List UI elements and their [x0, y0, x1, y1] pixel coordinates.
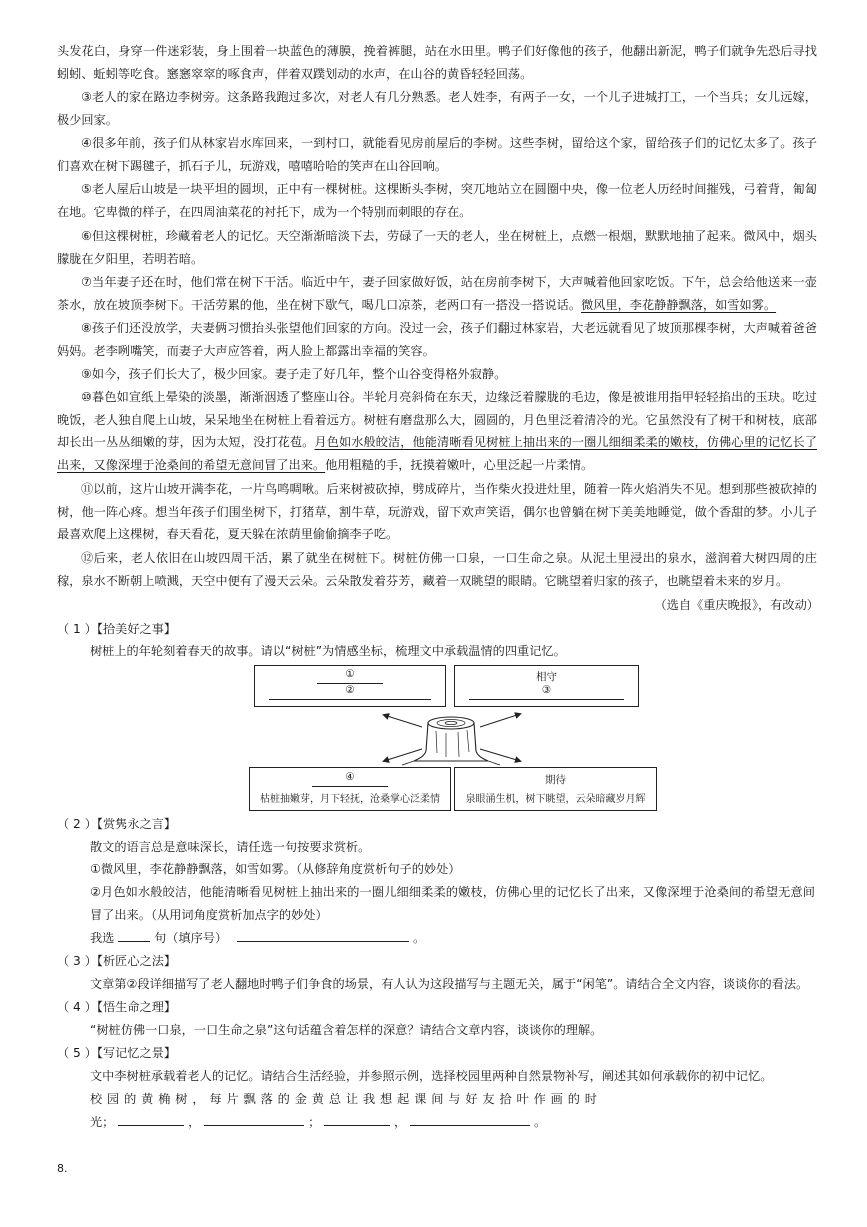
memory-box-4-bottom: 泉眼涌生机，树下眺望，云朵暗藏岁月辉 — [465, 794, 646, 805]
memory-box-1 — [254, 665, 446, 707]
q3-label: （ 3 ）【析匠心之法】 — [57, 954, 177, 968]
q3-text: 文章第②段详细描写了老人翻地时鸭子们争食的场景，有人认为这段描写与主题无关，属于“闲笔”。请结合全文内容，谈谈你的看法。 — [90, 977, 809, 991]
paragraph-10-end: 他用粗糙的手，抚摸着嫩叶，心里泛起一片柔情。 — [325, 457, 594, 472]
memory-box-1-bottom: ② — [345, 684, 355, 696]
q5-blank-2[interactable] — [204, 1111, 304, 1126]
q5-blank-1[interactable] — [118, 1111, 184, 1126]
memory-box-3-top: ④ — [345, 771, 355, 783]
q2-answer-prefix: 我选 — [90, 931, 115, 945]
q5-line-start: 光； — [90, 1115, 115, 1129]
arrow-down-right — [480, 749, 520, 761]
q5-separator-2: ； — [308, 1115, 321, 1129]
memory-box-1-blank-2[interactable] — [269, 699, 431, 700]
page-number: 8. — [57, 1162, 68, 1175]
q5-text: 文中李树桩承载着老人的记忆。请结合生活经验，并参照示例，选择校园里两种自然景物补写，阐述其如何承载你的初中记忆。 — [90, 1069, 773, 1083]
paragraph-7-text: ⑦当年妻子还在时，他们常在树下干活。临近中午，妻子回家做好饭，站在房前李树下，大声喊着他回家吃饭。下午，总会给他送来一壶茶水，放在坡顶李树下。干活劳累的他，坐在树下歇气，喝几口凉茶，老两口有一搭没一搭说话。 — [57, 275, 817, 312]
q2-label: （ 2 ）【赏隽永之言】 — [57, 817, 177, 831]
paragraph-4: ④很多年前，孩子们从林家岩水库回来，一到村口，就能看见房前屋后的李树。这些李树，留给这个家，留给孩子们的记忆太多了。孩子们喜欢在树下踢毽子，抓石子儿，玩游戏，嘻嘻哈哈的笑声在山谷回响。 — [57, 136, 817, 173]
paragraph-7 — [57, 271, 817, 316]
q5-blank-4[interactable] — [410, 1111, 530, 1126]
q1-text: 树桩上的年轮刻着春天的故事。请以“树桩”为情感坐标，梳理文中承载温情的四重记忆。 — [90, 644, 566, 658]
source-citation: （选自《重庆晚报》，有改动） — [654, 598, 819, 612]
q2-text: 散文的语言总是意味深长，请任选一句按要求赏析。 — [90, 840, 371, 854]
memory-box-4-top: 期待 — [545, 774, 566, 786]
paragraph-11: ⑪以前，这片山坡开满李花，一片鸟鸣啁啾。后来树被砍掉，劈成碎片，当作柴火投进灶里，随着一阵火焰消失不见。想到那些被砍掉的树，他一阵心疼。想当年孩子们围坐树下，打猪草，割牛草，玩游戏，留下欢声笑语，偶尔也曾躺在树下美美地睡觉，做个香甜的梦。小儿子最喜欢爬上这棵树，春天看花，夏天躲在浓荫里偷偷摘李子吃。 — [57, 482, 817, 542]
q5-answer-line — [90, 1111, 815, 1134]
paragraph-3: ③老人的家在路边李树旁。这条路我跑过多次，对老人有几分熟悉。老人姓李，有两子一女，一个儿子进城打工，一个当兵；女儿远嫁，极少回家。 — [57, 90, 817, 127]
q1-label: （ 1 ）【拾美好之事】 — [57, 622, 177, 636]
memory-box-4 — [454, 767, 657, 811]
paragraph-10-text: ⑩暮色如宣纸上晕染的淡墨，渐渐洇透了整座山谷。半轮月亮斜倚在东天，边缘泛着朦胧的毛边，像是被谁用指甲轻轻掐出的玉玦。吃过晚饭，老人独自爬上山坡，呆呆地坐在树桩上看着远方。树桩有磨盘那么大，圆圆的，月色里泛着清冷的光。它虽然没有了树干和树枝，底部却长出一丛丛细嫩的芽，因为太短，没打花苞。 — [57, 390, 817, 450]
memory-box-2-blank[interactable] — [469, 699, 624, 700]
q5-line-end: 。 — [533, 1115, 547, 1129]
q5-blank-3[interactable] — [324, 1111, 390, 1126]
stump-icon — [402, 717, 500, 765]
q5-example: 校 园 的 黄 桷 树 ， 每 片 飘 落 的 金 黄 总 让 我 想 起 课 间 与 好 友 拾 叶 作 画 的 时 — [90, 1092, 598, 1106]
arrow-down-left — [384, 749, 422, 761]
paragraph-5: ⑤老人屋后山坡是一块平坦的圆坝，正中有一棵树桩。这棵断头李树，突兀地站立在圆圈中央，像一位老人历经时间摧残，弓着背，匍匐在地。它卑微的样子，在四周油菜花的衬托下，成为一个特别而刺眼的存在。 — [57, 182, 817, 219]
paragraph-8: ⑧孩子们还没放学，夫妻俩习惯抬头张望他们回家的方向。没过一会，孩子们翻过林家岩，大老远就看见了坡顶那棵李树，大声喊着爸爸妈妈。老李咧嘴笑，而妻子大声应答着，两人脸上都露出幸福的笑容。 — [57, 321, 817, 358]
paragraph-10 — [57, 386, 817, 476]
q5-separator-3: ， — [394, 1115, 407, 1129]
memory-box-3-blank[interactable] — [312, 786, 388, 787]
arrow-up-left — [384, 715, 422, 727]
q2-option-1: ①微风里，李花静静飘落，如雪如雾。（从修辞角度赏析句子的妙处） — [90, 862, 461, 876]
q2-answer-end: 。 — [413, 931, 426, 945]
q5-label: （ 5 ）【写记忆之景】 — [57, 1046, 177, 1060]
paragraph-10-underlined: 月色如水般皎洁，他能清晰看见树桩上抽出来的一圈儿细细柔柔的嫩枝，仿佛心里的记忆长了出来，又像深埋于沧桑间的希望无意间冒了出来。 — [57, 435, 818, 472]
paragraph-9: ⑨如今，孩子们长大了，极少回家。妻子走了好几年，整个山谷变得格外寂静。 — [81, 367, 507, 381]
q2-answer-mid: 句（填序号） — [154, 931, 228, 945]
memory-box-2-bottom: ③ — [541, 684, 552, 696]
q5-separator-1: ， — [188, 1115, 201, 1129]
paragraph-7-underlined: 微风里，李花静静飘落，如雪如雾。 — [581, 297, 777, 312]
q2-option-2: ②月色如水般皎洁，他能清晰看见树桩上抽出来的一圈儿细细柔柔的嫩枝，仿佛心里的记忆长了出来，又像深埋于沧桑间的希望无意间冒了出来。（从用词角度赏析加点字的妙处） — [90, 885, 815, 922]
memory-box-2-top: 相守 — [536, 671, 557, 683]
paragraph-2-continued: 头发花白，身穿一件迷彩装，身上围着一块蓝色的薄膜，挽着裤腿，站在水田里。鸭子们好像他的孩子，他翻出新泥，鸭子们就争先恐后寻找蚓蚓、蚯蚓等吃食。窸窸窣窣的啄食声，伴着双蹼划动的水声，在山谷的黄昏轻轻回荡。 — [57, 44, 817, 81]
paragraph-6: ⑥但这棵树桩，珍藏着老人的记忆。天空渐渐暗淡下去，劳碌了一天的老人，坐在树桩上，点燃一根烟，默默地抽了起来。微风中，烟头朦胧在夕阳里，若明若暗。 — [57, 229, 817, 266]
q4-label: （ 4 ）【悟生命之理】 — [57, 1000, 177, 1014]
q2-analysis-blank[interactable] — [237, 927, 409, 942]
paragraph-12: ⑫后来，老人依旧在山坡四周干活，累了就坐在树桩下。树桩仿佛一口泉，一口生命之泉。从泥土里浸出的泉水，滋润着大树四周的庄稼，泉水不断朝上喷溅，天空中便有了漫天云朵。云朵散发着芬芳，藏着一双眺望的眼睛。它眺望着归家的孩子，也眺望着未来的岁月。 — [57, 551, 817, 588]
q2-choice-blank[interactable] — [118, 927, 150, 942]
tree-stump-illustration — [370, 707, 530, 767]
memory-box-2 — [454, 665, 639, 707]
memory-box-3 — [249, 767, 451, 811]
q4-text: “树桩仿佛一口泉，一口生命之泉”这句话蕴含着怎样的深意？请结合文章内容，谈谈你的理解。 — [90, 1023, 603, 1037]
memory-box-1-top: ① — [345, 668, 355, 680]
memory-box-3-bottom: 枯桩抽嫩芽，月下轻抚，沧桑掌心泛柔情 — [260, 794, 440, 805]
q2-answer-line — [90, 927, 815, 950]
arrow-up-right — [480, 714, 520, 727]
